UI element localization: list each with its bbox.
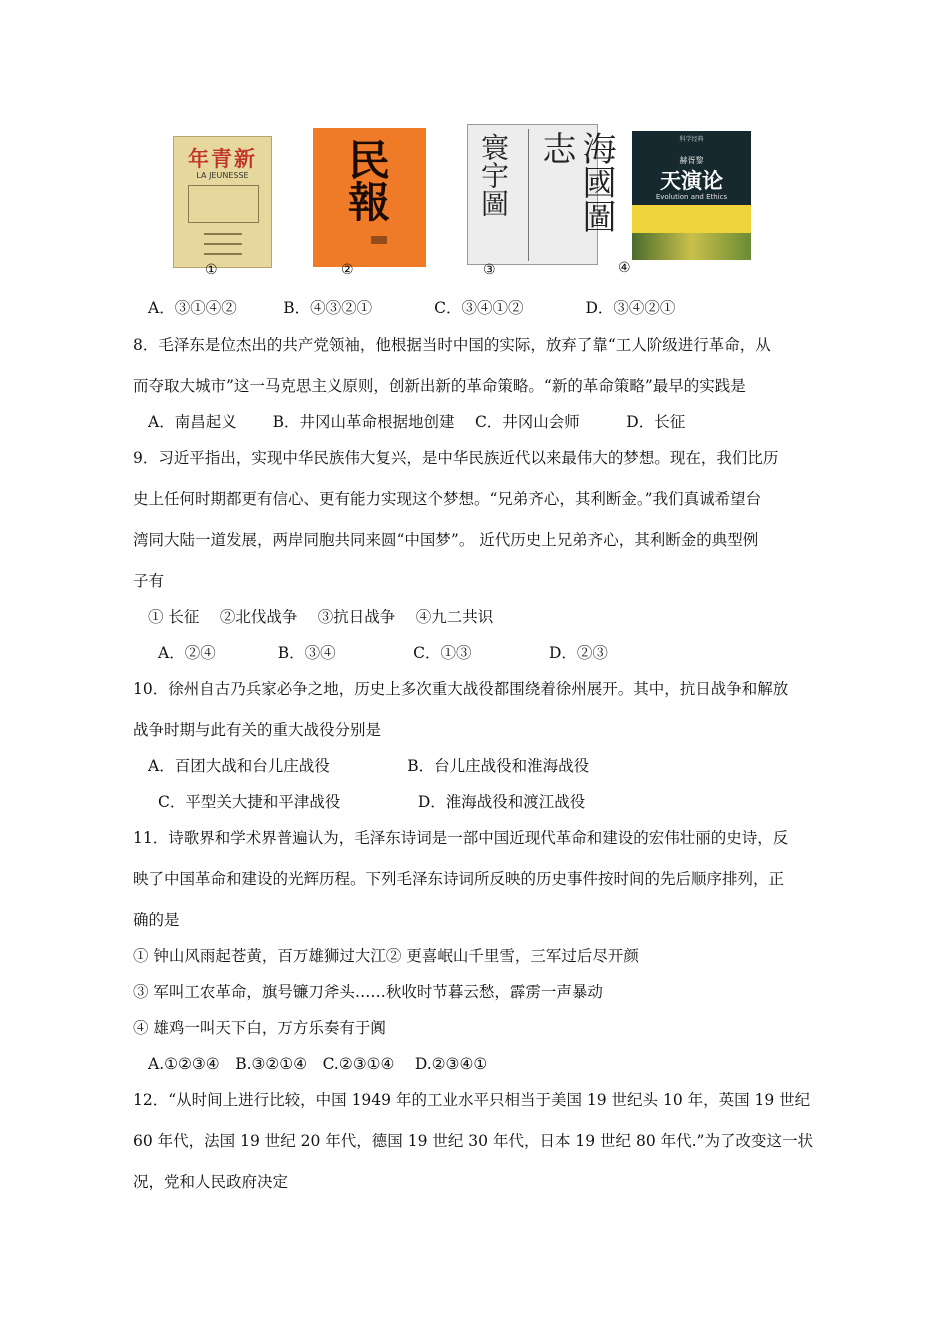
q8-stem-line1: 8．毛泽东是位杰出的共产党领袖，他根据当时中国的实际，放弃了靠“工人阶级进行革命，从: [133, 336, 771, 354]
q11-item-1-2: ① 钟山风雨起苍黄，百万雄狮过大江② 更喜岷山千里雪，三军过后尽开颜: [133, 947, 639, 965]
cover-line: [204, 233, 242, 235]
cover-frame: [188, 185, 259, 223]
q7-options: A．③①④② B．④③②① C．③④①② D．③④②①: [148, 299, 676, 317]
image-tianyanlun-cover: [632, 131, 751, 260]
q9-stem-line1: 9．习近平指出，实现中华民族伟大复兴，是中华民族近代以来最伟大的梦想。现在，我们比历: [133, 449, 779, 467]
cover-line: [204, 243, 242, 245]
cover-title-left: 寰宇圖: [477, 133, 510, 217]
q11-item-3: ③ 军叫工农革命，旗号镰刀斧头……秋收时节暮云愁，霹雳一声暴动: [133, 983, 603, 1001]
cover-title: 年青新: [188, 146, 257, 171]
image-label-3: ③: [483, 262, 496, 278]
image-label-4: ④: [618, 260, 631, 276]
q9-items: ① 长征 ②北伐战争 ③抗日战争 ④九二共识: [148, 608, 494, 626]
image-haiguo-tuzhi-cover: [467, 124, 616, 265]
cover-subtitle: Evolution and Ethics: [655, 193, 728, 201]
q12-stem-line3: 况，党和人民政府决定: [133, 1173, 289, 1191]
image-label-1: ①: [205, 262, 218, 278]
q10-stem-line1: 10．徐州自古乃兵家必争之地，历史上多次重大战役都围绕着徐州展开。其中，抗日战争和解放: [133, 680, 789, 698]
cover-divider: [528, 129, 529, 261]
q10-options-ab: A．百团大战和台儿庄战役 B．台儿庄战役和淮海战役: [148, 757, 590, 775]
q8-stem-line2: 而夺取大城市”这一马克思主义原则，创新出新的革命策略。“新的革命策略”最早的实践是: [133, 377, 746, 395]
q9-stem-line4: 子有: [133, 572, 165, 590]
cover-title: 民報: [342, 138, 391, 222]
q11-stem-line2: 映了中国革命和建设的光辉历程。下列毛泽东诗词所反映的历史事件按时间的先后顺序排列，正: [133, 870, 785, 888]
cover-picture: [632, 233, 751, 260]
q11-stem-line3: 确的是: [133, 911, 180, 929]
q9-options: A．②④ B．③④ C．①③ D．②③: [158, 644, 608, 662]
cover-title: 天演论: [660, 169, 723, 193]
q11-stem-line1: 11．诗歌界和学术界普遍认为，毛泽东诗词是一部中国近现代革命和建设的宏伟壮丽的史诗，反: [133, 829, 789, 847]
q9-stem-line2: 史上任何时期都更有信心、更有能力实现这个梦想。“兄弟齐心，其利断金。”我们真诚希望台: [133, 490, 762, 508]
cover-mark: [371, 236, 387, 244]
image-new-youth-cover: [173, 136, 272, 268]
q12-stem-line1: 12．“从时间上进行比较，中国 1949 年的工业水平只相当于美国 19 世纪头 10 年，英国 19 世纪: [133, 1091, 811, 1109]
q11-item-4: ④ 雄鸡一叫天下白，万方乐奏有于阗: [133, 1019, 386, 1037]
q11-options: A.①②③④ B.③②①④ C.②③①④ D.②③④①: [148, 1055, 488, 1073]
cover-author: 赫胥黎: [679, 156, 704, 165]
image-minbao-cover: [313, 128, 426, 267]
q8-options: A．南昌起义 B．井冈山革命根据地创建 C．井冈山会师 D．长征: [148, 413, 686, 431]
cover-title-right: 海國圖志: [536, 131, 616, 233]
cover-line: [204, 253, 242, 255]
q12-stem-line2: 60 年代，法国 19 世纪 20 年代，德国 19 世纪 30 年代，日本 19 世纪 80 年代.”为了改变这一状: [133, 1132, 813, 1150]
q9-stem-line3: 湾同大陆一道发展，两岸同胞共同来圆“中国梦”。 近代历史上兄弟齐心，其利断金的典型例: [133, 531, 759, 549]
q10-options-cd: C．平型关大捷和平津战役 D．淮海战役和渡江战役: [158, 793, 586, 811]
cover-series: 科学经典: [679, 136, 704, 143]
image-label-2: ②: [341, 262, 354, 278]
cover-subtitle: LA JEUNESSE: [196, 171, 249, 180]
cover-band: [632, 205, 751, 233]
q10-stem-line2: 战争时期与此有关的重大战役分别是: [133, 721, 382, 739]
